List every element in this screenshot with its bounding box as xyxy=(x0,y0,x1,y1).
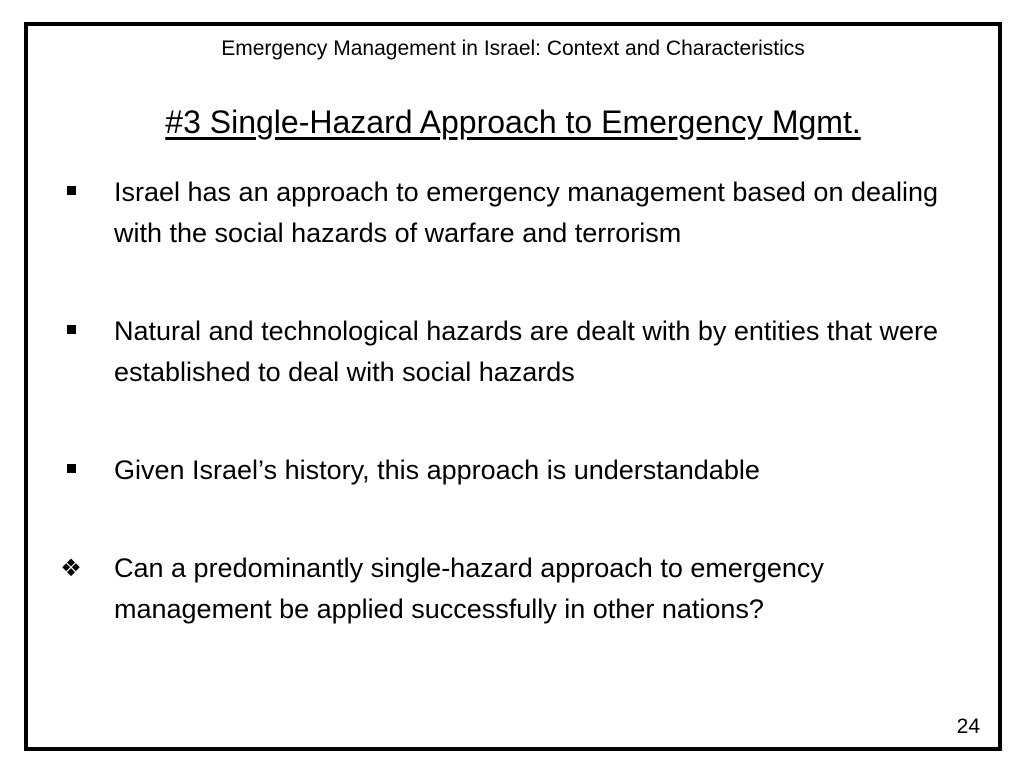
page-number: 24 xyxy=(956,715,980,738)
bullet-text: Given Israel’s history, this approach is understandable xyxy=(114,455,760,485)
bullet-item xyxy=(28,172,998,254)
slide xyxy=(24,22,1002,751)
bullet-text: Israel has an approach to emergency management based on dealing with the social hazards of warfare and terrorism xyxy=(114,177,939,248)
four-diamonds-bullet-icon: ❖ xyxy=(60,554,82,582)
bullet-text: Can a predominantly single-hazard approach to emergency management be applied successfully in other nations? xyxy=(114,553,824,624)
slide-title: #3 Single-Hazard Approach to Emergency Mgmt. xyxy=(165,104,861,140)
bullet-item xyxy=(28,548,998,630)
bullet-text: Natural and technological hazards are dealt with by entities that were established to deal with social hazards xyxy=(114,316,938,387)
square-bullet-icon xyxy=(56,450,86,491)
slide-header: Emergency Management in Israel: Context and Characteristics xyxy=(221,37,805,60)
bullet-item xyxy=(28,450,998,491)
bullet-list xyxy=(28,172,998,630)
square-bullet-icon xyxy=(56,172,86,213)
bullet-item xyxy=(28,311,998,393)
square-bullet-icon xyxy=(56,311,86,352)
